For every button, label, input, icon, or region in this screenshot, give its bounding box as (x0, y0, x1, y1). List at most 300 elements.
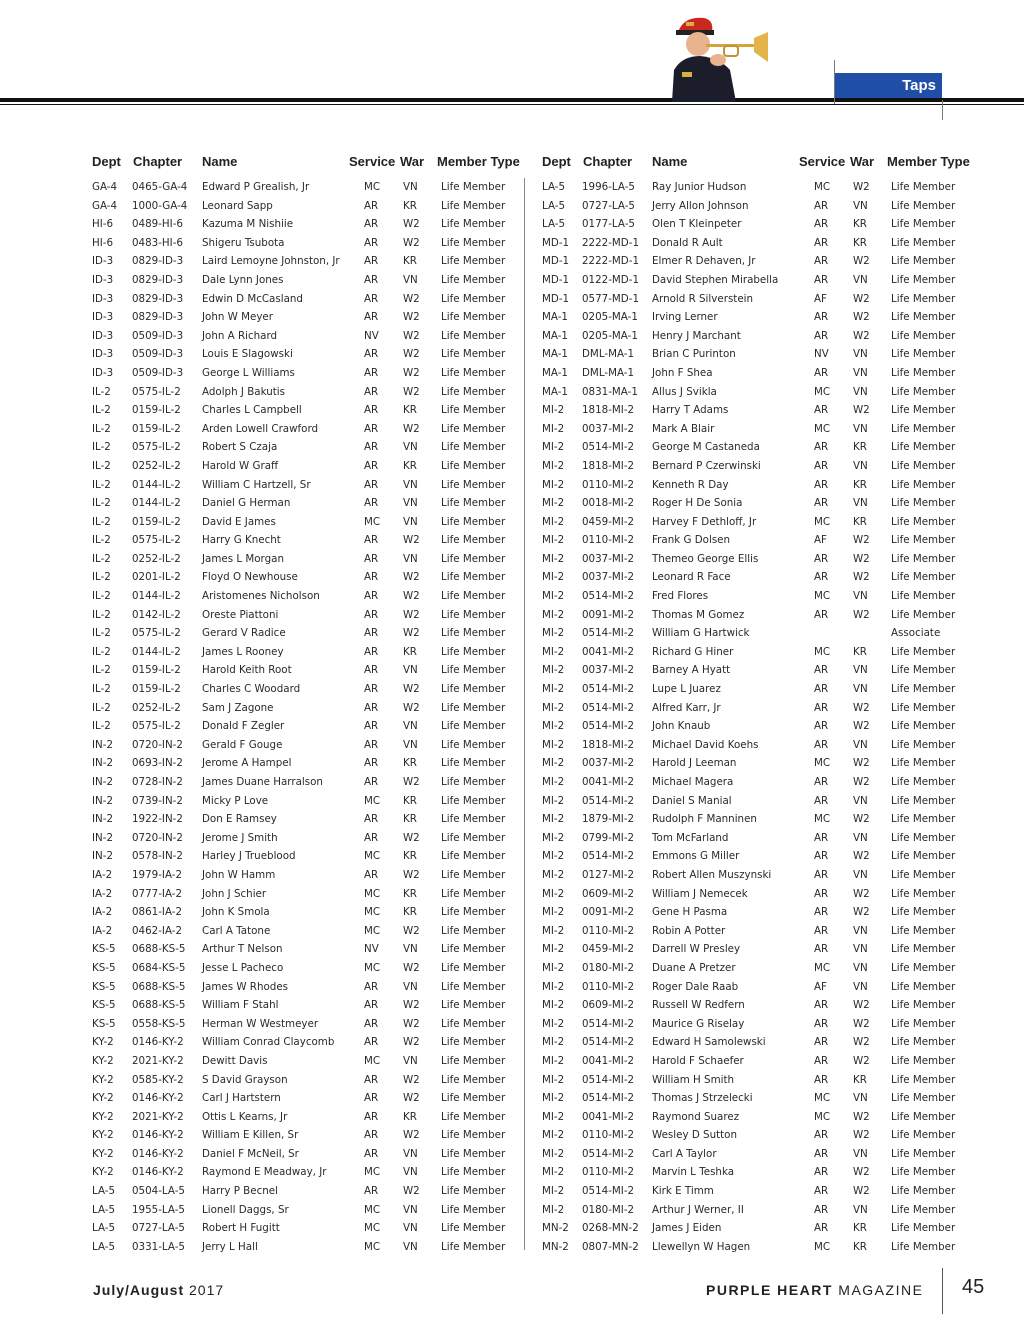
cell-name: Lionell Daggs, Sr (202, 1203, 289, 1216)
cell-service: AR (364, 255, 379, 268)
cell-member-type: Life Member (891, 292, 956, 305)
cell-chapter: 0144-IL-2 (132, 497, 181, 510)
cell-dept: MI-2 (542, 1110, 565, 1123)
table-row (92, 308, 532, 327)
cell-name: Frank G Dolsen (652, 534, 731, 547)
cell-service: AR (364, 1036, 379, 1049)
cell-name: Edwin D McCasland (202, 292, 303, 305)
cell-war: VN (853, 273, 868, 286)
cell-name: Lupe L Juarez (652, 683, 721, 696)
cell-name: Arthur T Nelson (202, 943, 283, 956)
cell-service: AR (364, 720, 379, 733)
cell-chapter: 0091-MI-2 (582, 608, 635, 621)
cell-war: VN (853, 924, 868, 937)
cell-name: Richard G Hiner (652, 645, 734, 658)
cell-name: Michael David Koehs (652, 738, 759, 751)
cell-service: MC (814, 385, 831, 398)
cell-service: AR (814, 776, 829, 788)
cell-service: AR (814, 1036, 829, 1049)
cell-chapter: 0037-MI-2 (582, 664, 635, 677)
cell-war: VN (853, 590, 868, 603)
table-row (92, 959, 532, 978)
table-row (542, 978, 982, 997)
cell-service: MC (814, 961, 831, 974)
cell-dept: MI-2 (542, 627, 565, 640)
cell-dept: LA-5 (92, 1203, 116, 1216)
cell-member-type: Life Member (441, 422, 506, 435)
cell-member-type: Life Member (891, 590, 956, 603)
cell-name: Harold J Leeman (652, 757, 737, 770)
cell-war: VN (853, 683, 868, 696)
cell-member-type: Life Member (891, 664, 956, 677)
cell-chapter: 0459-MI-2 (582, 515, 635, 528)
table-row (92, 252, 532, 271)
cell-member-type: Life Member (441, 348, 506, 361)
cell-dept: ID-3 (92, 311, 114, 324)
table-row (542, 531, 982, 550)
cell-service: NV (364, 329, 379, 342)
magazine-name (706, 1282, 923, 1298)
cell-name: Jerry L Hall (202, 1240, 258, 1253)
cell-service: MC (364, 906, 381, 919)
cell-member-type: Life Member (441, 683, 506, 696)
table-row (542, 1201, 982, 1220)
cell-dept: IL-2 (92, 441, 111, 454)
cell-member-type: Life Member (891, 608, 956, 621)
cell-name: Allus J Svikla (652, 385, 717, 398)
cell-chapter: 0146-KY-2 (132, 1129, 184, 1142)
cell-chapter: 0585-KY-2 (132, 1073, 184, 1086)
table-row (92, 661, 532, 680)
header-rule (0, 98, 1024, 102)
cell-dept: MI-2 (542, 720, 565, 733)
cell-chapter: 0578-IN-2 (132, 850, 183, 863)
table-row (92, 457, 532, 476)
cell-chapter: 0514-MI-2 (582, 1073, 635, 1086)
cell-name: Thomas J Strzelecki (652, 1092, 753, 1105)
cell-member-type: Life Member (891, 255, 956, 268)
cell-war: VN (853, 348, 868, 361)
table-row (92, 178, 532, 197)
cell-dept: MI-2 (542, 645, 565, 658)
table-row (92, 922, 532, 941)
header-name: Name (202, 154, 238, 169)
cell-member-type: Life Member (441, 608, 506, 621)
cell-war: W2 (403, 961, 420, 974)
cell-dept: IL-2 (92, 497, 111, 510)
cell-member-type: Life Member (441, 1185, 506, 1198)
cell-war: W2 (403, 385, 420, 398)
cell-name: Micky P Love (202, 794, 269, 807)
table-row (542, 476, 982, 495)
cell-chapter: 0575-IL-2 (132, 385, 181, 398)
cell-member-type: Life Member (441, 999, 506, 1012)
cell-name: Russell W Redfern (652, 999, 745, 1012)
cell-member-type: Life Member (891, 497, 956, 510)
cell-chapter: 1996-LA-5 (582, 181, 635, 193)
cell-service: AR (364, 1017, 379, 1030)
cell-chapter: 0514-MI-2 (582, 1092, 635, 1105)
cell-chapter: 0037-MI-2 (582, 757, 635, 770)
table-row (92, 810, 532, 829)
table-row (92, 327, 532, 346)
cell-dept: MD-1 (542, 255, 570, 268)
table-row (542, 327, 982, 346)
cell-war: W2 (853, 181, 870, 193)
header-name: Name (652, 154, 688, 169)
issue-year: 2017 (189, 1282, 225, 1298)
cell-name: Harold Keith Root (202, 664, 292, 677)
cell-member-type: Life Member (441, 1110, 506, 1123)
cell-war: W2 (853, 701, 870, 714)
cell-member-type: Life Member (891, 1017, 956, 1030)
cell-chapter: 0159-IL-2 (132, 422, 181, 435)
cell-name: Jesse L Pacheco (202, 961, 284, 974)
cell-service: AR (364, 311, 379, 324)
cell-member-type: Life Member (441, 552, 506, 565)
cell-name: Jerome J Smith (202, 831, 278, 844)
cell-name: Harold W Graff (202, 459, 279, 472)
cell-member-type: Life Member (891, 459, 956, 472)
cell-member-type: Life Member (891, 311, 956, 324)
cell-name: Alfred Karr, Jr (652, 701, 721, 714)
cell-member-type: Life Member (441, 868, 506, 881)
cell-war: VN (403, 181, 418, 193)
table-row (542, 680, 982, 699)
cell-name: David Stephen Mirabella (652, 273, 779, 286)
cell-service: AR (364, 236, 379, 249)
cell-war: W2 (403, 868, 420, 881)
cell-name: Kenneth R Day (652, 478, 729, 491)
cell-name: Mark A Blair (652, 422, 715, 435)
cell-chapter: 1955-LA-5 (132, 1203, 185, 1216)
table-row (92, 568, 532, 587)
cell-chapter: 0575-IL-2 (132, 720, 181, 733)
cell-service: AR (814, 1017, 829, 1030)
cell-service: AR (364, 999, 379, 1012)
section-tab-taps: Taps (835, 73, 942, 98)
cell-dept: KY-2 (92, 1147, 114, 1160)
cell-dept: MI-2 (542, 794, 565, 807)
cell-war: W2 (853, 608, 870, 621)
cell-name: Charles L Campbell (202, 404, 302, 417)
cell-member-type: Life Member (441, 590, 506, 603)
cell-chapter: 0037-MI-2 (582, 552, 635, 565)
cell-war: VN (853, 385, 868, 398)
table-row (542, 215, 982, 234)
cell-chapter: 0037-MI-2 (582, 571, 635, 584)
header-chapter: Chapter (133, 154, 183, 169)
cell-war: VN (403, 552, 418, 565)
cell-war: KR (403, 813, 417, 826)
table-row (542, 885, 982, 904)
cell-war: W2 (853, 850, 870, 863)
cell-member-type: Life Member (441, 441, 506, 454)
cell-chapter: 1818-MI-2 (582, 404, 635, 417)
table-row (92, 1238, 532, 1257)
table-row (542, 1182, 982, 1201)
table-row (542, 847, 982, 866)
cell-service: MC (814, 590, 831, 603)
cell-member-type: Life Member (441, 813, 506, 826)
cell-name: Gerald F Gouge (202, 738, 283, 751)
cell-service: AR (364, 478, 379, 491)
cell-dept: MI-2 (542, 422, 565, 435)
header-war: War (400, 154, 425, 169)
cell-chapter: 0861-IA-2 (132, 906, 183, 919)
cell-war: W2 (853, 1054, 870, 1067)
cell-dept: IL-2 (92, 459, 111, 472)
cell-war: W2 (853, 1110, 870, 1123)
table-row (542, 1163, 982, 1182)
cell-member-type: Life Member (441, 924, 506, 937)
table-row (92, 624, 532, 643)
header-dept: Dept (92, 154, 121, 169)
cell-dept: MI-2 (542, 831, 565, 844)
cell-member-type: Life Member (891, 850, 956, 863)
column-divider (524, 178, 525, 1250)
table-row (542, 178, 982, 197)
cell-member-type: Life Member (441, 627, 506, 640)
cell-service: AR (364, 1147, 379, 1160)
cell-chapter: 0110-MI-2 (582, 478, 635, 491)
cell-war: W2 (853, 552, 870, 565)
cell-chapter: 0514-MI-2 (582, 1147, 635, 1160)
cell-name: S David Grayson (202, 1073, 288, 1086)
cell-dept: MI-2 (542, 887, 565, 900)
cell-dept: MN-2 (542, 1222, 569, 1235)
cell-chapter: 0205-MA-1 (582, 329, 638, 342)
cell-war: KR (853, 218, 867, 231)
cell-name: John W Hamm (202, 868, 276, 881)
cell-dept: HI-6 (92, 236, 114, 249)
header-member-type: Member Type (887, 154, 970, 169)
cell-war: VN (403, 1203, 418, 1216)
cell-service: MC (364, 887, 381, 900)
cell-war: VN (853, 422, 868, 435)
cell-war: W2 (403, 1017, 420, 1030)
cell-war: W2 (853, 776, 870, 788)
cell-name: James L Rooney (202, 645, 284, 658)
table-row (92, 364, 532, 383)
cell-service: AR (364, 738, 379, 751)
cell-dept: MI-2 (542, 924, 565, 937)
cell-name: Louis E Slagowski (202, 348, 293, 361)
cell-name: Dale Lynn Jones (202, 273, 284, 286)
cell-member-type: Life Member (891, 348, 956, 361)
cell-war: VN (853, 961, 868, 974)
header-rule-thin (0, 104, 1024, 105)
cell-name: Carl J Hartstern (202, 1092, 281, 1105)
cell-member-type: Life Member (891, 1147, 956, 1160)
cell-dept: ID-3 (92, 348, 114, 361)
cell-dept: GA-4 (92, 181, 118, 193)
cell-member-type: Life Member (441, 273, 506, 286)
cell-name: Jerry Allon Johnson (652, 199, 749, 212)
cell-service: AR (814, 459, 829, 472)
cell-war: W2 (403, 590, 420, 603)
cell-name: Roger Dale Raab (652, 980, 739, 993)
cell-dept: ID-3 (92, 329, 114, 342)
cell-chapter: 0577-MD-1 (582, 292, 639, 305)
cell-dept: MI-2 (542, 608, 565, 621)
table-row (92, 754, 532, 773)
cell-war: KR (853, 236, 867, 249)
cell-service: AR (814, 218, 829, 231)
table-row (92, 271, 532, 290)
cell-name: Leonard R Face (652, 571, 731, 584)
cell-war: VN (403, 943, 418, 956)
cell-dept: MI-2 (542, 1054, 565, 1067)
cell-war: VN (403, 515, 418, 528)
cell-dept: MI-2 (542, 961, 565, 974)
cell-chapter: 1879-MI-2 (582, 813, 635, 826)
cell-name: Raymond Suarez (652, 1110, 740, 1123)
cell-dept: MI-2 (542, 1129, 565, 1142)
cell-service: MC (364, 794, 381, 807)
table-header (92, 150, 532, 174)
cell-dept: KS-5 (92, 961, 116, 974)
cell-war: W2 (853, 999, 870, 1012)
cell-dept: IL-2 (92, 608, 111, 621)
cell-name: Carl A Tatone (202, 924, 271, 937)
cell-service: AR (364, 459, 379, 472)
cell-war: W2 (853, 571, 870, 584)
cell-name: Duane A Pretzer (652, 961, 736, 974)
cell-service: MC (364, 181, 381, 193)
cell-war: W2 (853, 757, 870, 770)
cell-dept: HI-6 (92, 218, 114, 231)
cell-name: George M Castaneda (652, 441, 760, 454)
cell-war: VN (403, 720, 418, 733)
table-row (542, 271, 982, 290)
cell-chapter: 0514-MI-2 (582, 850, 635, 863)
cell-chapter: 1818-MI-2 (582, 459, 635, 472)
cell-name: Daniel S Manial (652, 794, 732, 807)
cell-member-type: Life Member (441, 329, 506, 342)
cell-name: Kirk E Timm (652, 1185, 714, 1198)
cell-dept: LA-5 (92, 1222, 116, 1235)
cell-chapter: 0205-MA-1 (582, 311, 638, 324)
cell-dept: IL-2 (92, 422, 111, 435)
cell-chapter: 0331-LA-5 (132, 1240, 185, 1253)
cell-service: AR (814, 366, 829, 379)
cell-war: VN (403, 664, 418, 677)
cell-war: W2 (403, 311, 420, 324)
cell-war: W2 (403, 422, 420, 435)
cell-chapter: 0509-ID-3 (132, 366, 184, 379)
cell-member-type: Life Member (441, 961, 506, 974)
cell-name: Harry G Knecht (202, 534, 281, 547)
table-row (92, 1108, 532, 1127)
cell-dept: ID-3 (92, 366, 114, 379)
cell-member-type: Associate (891, 627, 941, 640)
cell-service: MC (814, 813, 831, 826)
cell-war: VN (853, 1203, 868, 1216)
cell-service: AR (364, 218, 379, 231)
cell-service: NV (814, 348, 829, 361)
cell-dept: MA-1 (542, 311, 568, 324)
cell-war: KR (853, 1073, 867, 1086)
cell-dept: MI-2 (542, 1147, 565, 1160)
cell-chapter: 0180-MI-2 (582, 961, 635, 974)
cell-war: VN (853, 943, 868, 956)
cell-war: KR (403, 459, 417, 472)
cell-dept: IN-2 (92, 794, 114, 807)
table-row (542, 1238, 982, 1257)
table-row (542, 1033, 982, 1052)
cell-chapter: 2222-MD-1 (582, 236, 639, 249)
cell-member-type: Life Member (441, 757, 506, 770)
cell-name: Tom McFarland (652, 831, 729, 844)
cell-name: Herman W Westmeyer (202, 1017, 319, 1030)
cell-war: VN (403, 1054, 418, 1067)
cell-service: AF (814, 534, 827, 547)
cell-service: AR (814, 1147, 829, 1160)
cell-service: AR (364, 813, 379, 826)
cell-member-type: Life Member (441, 887, 506, 900)
cell-member-type: Life Member (441, 218, 506, 231)
cell-war: W2 (853, 534, 870, 547)
table-row (542, 438, 982, 457)
cell-chapter: 0829-ID-3 (132, 273, 184, 286)
cell-service: AR (814, 1129, 829, 1142)
cell-service: AR (814, 441, 829, 454)
cell-name: Robin A Potter (652, 924, 726, 937)
cell-service: MC (364, 924, 381, 937)
cell-name: Raymond E Meadway, Jr (202, 1166, 327, 1179)
cell-member-type: Life Member (891, 552, 956, 565)
cell-dept: IL-2 (92, 720, 111, 733)
cell-dept: ID-3 (92, 273, 114, 286)
cell-dept: MI-2 (542, 943, 565, 956)
table-row (542, 643, 982, 662)
cell-chapter: 0465-GA-4 (132, 181, 188, 193)
cell-service: AR (814, 924, 829, 937)
table-row (92, 550, 532, 569)
table-row (92, 866, 532, 885)
cell-chapter: 0146-KY-2 (132, 1036, 184, 1049)
cell-service: MC (364, 1203, 381, 1216)
table-row (542, 1015, 982, 1034)
cell-member-type: Life Member (891, 236, 956, 249)
cell-chapter: 0122-MD-1 (582, 273, 639, 286)
cell-name: Fred Flores (652, 590, 709, 603)
cell-name: George L Williams (202, 366, 295, 379)
cell-war: KR (403, 887, 417, 900)
cell-dept: KY-2 (92, 1036, 114, 1049)
cell-member-type: Life Member (891, 757, 956, 770)
header-member-type: Member Type (437, 154, 520, 169)
table-row (542, 773, 982, 792)
cell-dept: MI-2 (542, 441, 565, 454)
cell-name: James W Rhodes (202, 980, 289, 993)
table-row (92, 476, 532, 495)
cell-member-type: Life Member (891, 1185, 956, 1198)
cell-dept: MI-2 (542, 850, 565, 863)
cell-chapter: 0483-HI-6 (132, 236, 183, 249)
cell-war: KR (853, 441, 867, 454)
cell-service: AR (364, 980, 379, 993)
cell-name: John F Shea (652, 366, 713, 379)
cell-service: MC (814, 181, 831, 193)
cell-name: John J Schier (202, 887, 267, 900)
cell-chapter: 0558-KS-5 (132, 1017, 186, 1030)
cell-name: Harvey F Dethloff, Jr (652, 515, 757, 528)
cell-war: VN (853, 459, 868, 472)
cell-service: AR (814, 1222, 829, 1235)
table-row (92, 1163, 532, 1182)
